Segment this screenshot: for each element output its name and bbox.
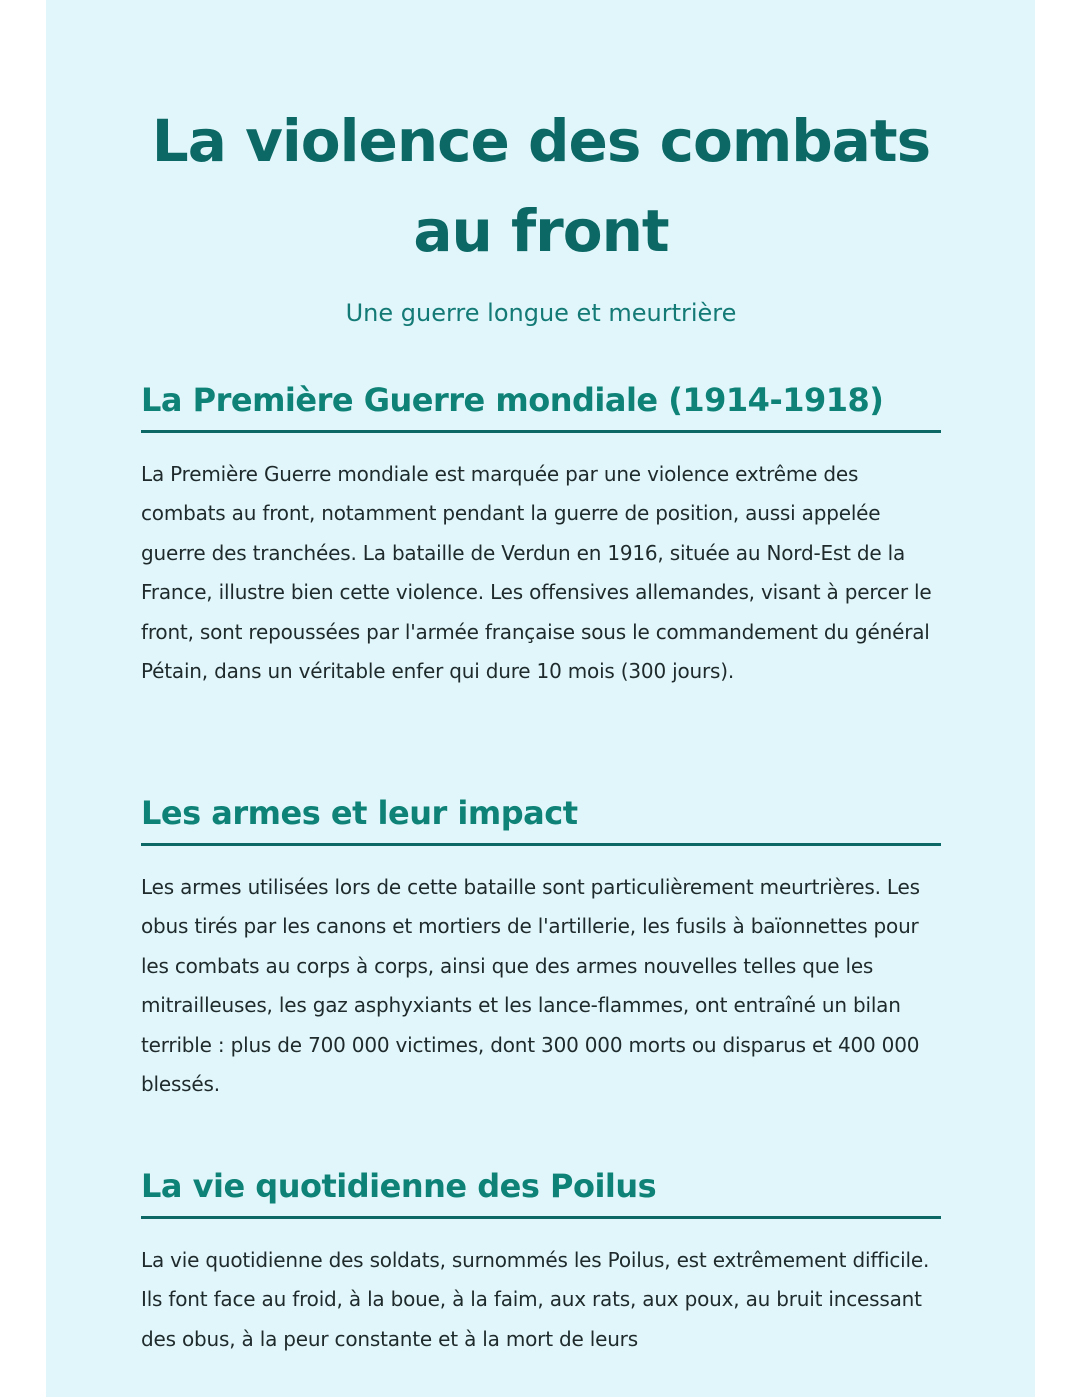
page-subtitle: Une guerre longue et meurtrière — [345, 299, 737, 327]
section-heading: La vie quotidienne des Poilus — [141, 1164, 941, 1219]
document-page — [46, 0, 1035, 1397]
page-title: La violence des combats au front — [151, 107, 931, 265]
section-paragraph: La Première Guerre mondiale est marquée par une violence extrême des combats au front, notamment pendant la guerre de position, aussi appelée guerre des tranchées. La bataille de Verdun en 1916, située au Nord-Est de la France, illustre bien cette violence. Les offensives allemandes, visant à percer le front, sont repoussées par l'armée française sous le commandement du général Pétain, dans un véritable enfer qui dure 10 mois (300 jours). — [141, 462, 932, 684]
document-content — [141, 0, 941, 1351]
section-armes — [141, 791, 941, 1104]
section-vie-quotidienne — [141, 1164, 941, 1359]
section-paragraph: La vie quotidienne des soldats, surnommés les Poilus, est extrêmement difficile. Ils font face au froid, à la boue, à la faim, aux rats, aux poux, au bruit incessant des obus, à la peur constante et à la mort de leurs — [141, 1248, 930, 1351]
section-heading: Les armes et leur impact — [141, 791, 941, 846]
section-heading: La Première Guerre mondiale (1914-1918) — [141, 378, 941, 433]
section-paragraph: Les armes utilisées lors de cette bataille sont particulièrement meurtrières. Les obus tirés par les canons et mortiers de l'artillerie, les fusils à baïonnettes pour les combats au corps à corps, ainsi que des armes nouvelles telles que les mitrailleuses, les gaz asphyxiants et les lance-flammes, ont entraîné un bilan terrible : plus de 700 000 victimes, dont 300 000 morts ou disparus et 400 000 blessés. — [141, 875, 920, 1097]
section-premiere-guerre — [141, 378, 941, 691]
